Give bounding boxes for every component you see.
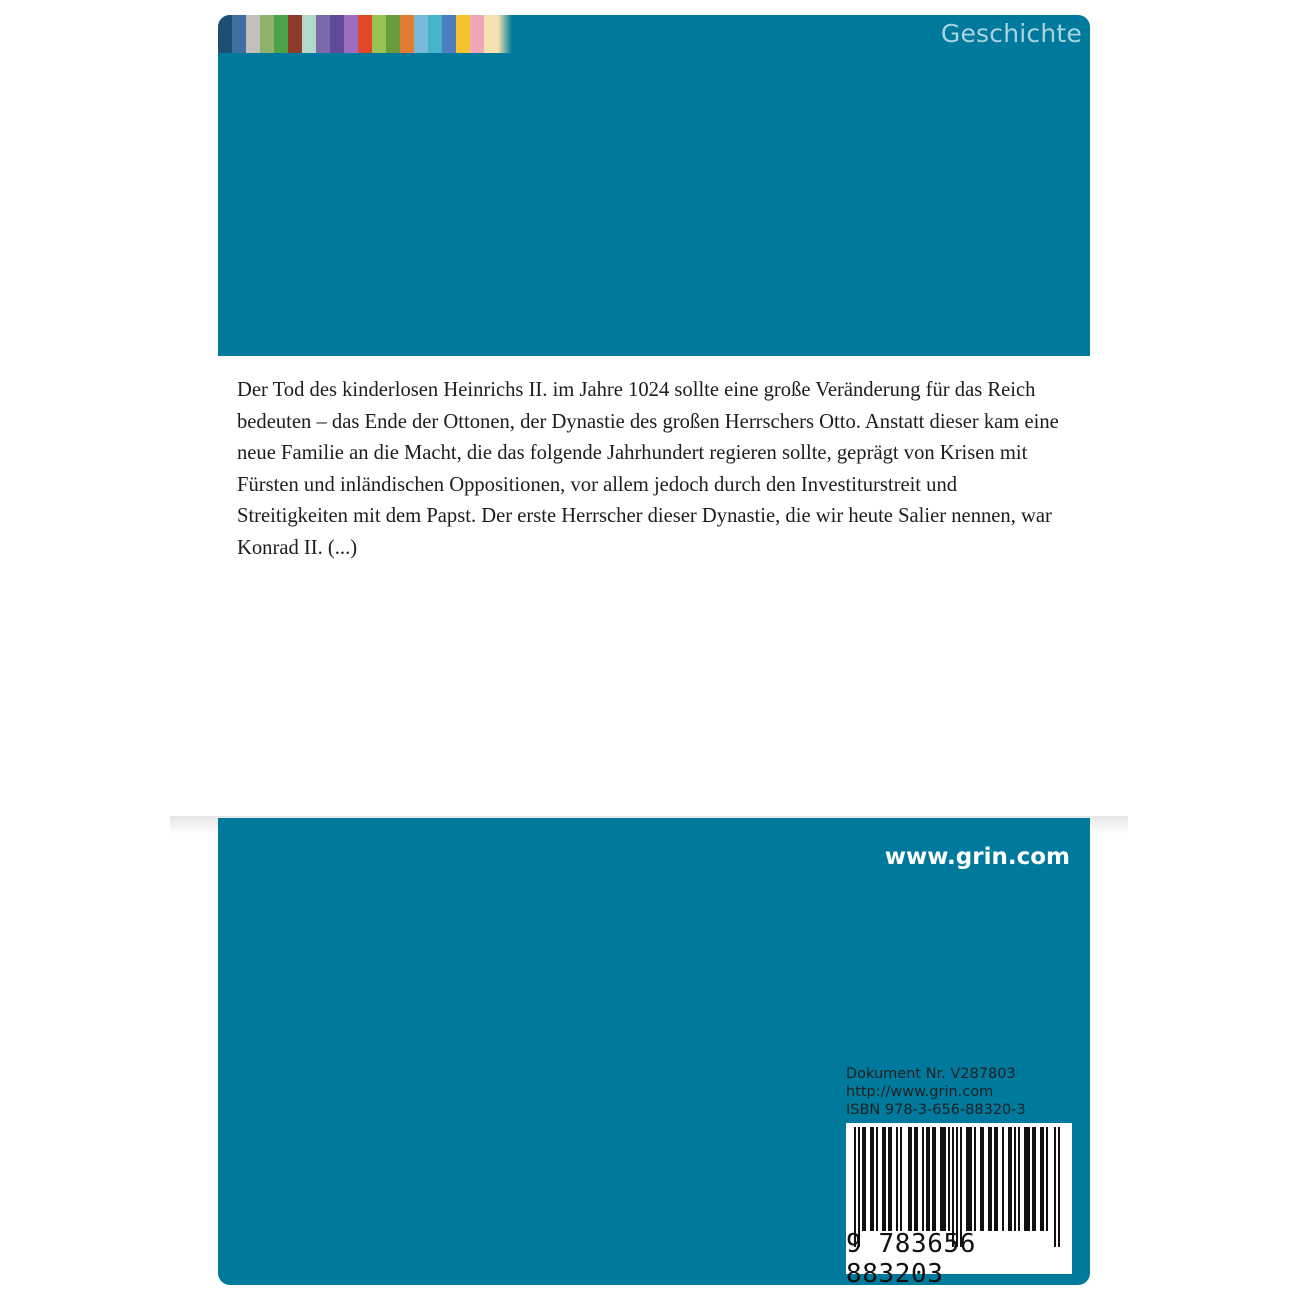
barcode-bar [862, 1127, 864, 1231]
barcode-bar [888, 1127, 890, 1231]
color-stripe [232, 15, 246, 53]
barcode-bar [968, 1127, 970, 1231]
color-stripe [414, 15, 428, 53]
document-info [846, 1065, 1026, 1119]
barcode-bar [1032, 1127, 1034, 1231]
barcode-bar [1034, 1127, 1036, 1231]
barcode-bar [948, 1127, 950, 1231]
barcode-bar [928, 1127, 930, 1231]
barcode-bar [994, 1127, 996, 1231]
barcode-bar [1002, 1127, 1004, 1231]
category-label: Geschichte [940, 19, 1082, 48]
color-stripe [358, 15, 372, 53]
cover-bottom-panel [218, 818, 1090, 1285]
barcode-bar [882, 1127, 884, 1231]
barcode-bar [1008, 1127, 1010, 1231]
barcode-bar [864, 1127, 866, 1231]
barcode-bar [914, 1127, 916, 1231]
barcode-bar [872, 1127, 874, 1231]
color-stripe [484, 15, 498, 53]
website-label: www.grin.com [884, 844, 1070, 870]
cover-top-panel [218, 15, 1090, 356]
barcode-bar [1026, 1127, 1028, 1231]
color-stripe [428, 15, 442, 53]
barcode-bar [1042, 1127, 1044, 1231]
barcode-bar [910, 1127, 912, 1231]
barcode-digits: 9 783656 883203 [846, 1229, 977, 1285]
barcode-bar [1014, 1127, 1016, 1231]
color-stripe [218, 15, 232, 53]
barcode-bar [990, 1127, 992, 1231]
barcode-bar [900, 1127, 902, 1231]
barcode-bar [876, 1127, 878, 1231]
barcode-bar [996, 1127, 998, 1231]
barcode-bar [896, 1127, 898, 1231]
barcode-bar [1040, 1127, 1042, 1231]
barcode-bar [932, 1127, 934, 1231]
color-stripe [288, 15, 302, 53]
barcode-bar [1018, 1127, 1020, 1231]
color-stripe [246, 15, 260, 53]
color-stripe [386, 15, 400, 53]
barcode-bar [940, 1127, 942, 1231]
barcode-bar [1028, 1127, 1030, 1231]
color-stripe [260, 15, 274, 53]
barcode-bar [982, 1127, 984, 1231]
color-stripe [372, 15, 386, 53]
document-number: Dokument Nr. V287803 [846, 1066, 1016, 1082]
barcode-bar [922, 1127, 924, 1231]
color-stripe [302, 15, 316, 53]
color-stripe [330, 15, 344, 53]
color-stripe [442, 15, 456, 53]
barcode-bar [966, 1127, 968, 1231]
barcode-bar [942, 1127, 944, 1231]
barcode-bar [934, 1127, 936, 1231]
blurb-text: Der Tod des kinderlosen Heinrichs II. im Jahre 1024 sollte eine große Veränderung für das Reich bedeuten – das Ende der Ottonen, der Dynastie des großen Herrschers Otto. Anstatt dieser kam eine neue Familie an die Macht, die das folgende Jahrhundert regieren sollte, geprägt von Krisen mit Fürsten und inländischen Oppositionen, vor allem jedoch durch den Investiturstreit und Streitigkeiten mit dem Papst. Der erste Herrscher dieser Dynastie, die wir heute Salier nennen, war Konrad II. (...) [237, 379, 1059, 559]
barcode-bar [1024, 1127, 1026, 1231]
barcode-bar [970, 1127, 972, 1231]
color-stripe [344, 15, 358, 53]
barcode-bar [884, 1127, 886, 1231]
isbn-label: ISBN 978-3-656-88320-3 [846, 1102, 1026, 1118]
barcode-bar [1046, 1127, 1048, 1231]
color-stripe [470, 15, 484, 53]
color-stripes [218, 15, 512, 53]
color-stripe [316, 15, 330, 53]
barcode-bar [1010, 1127, 1012, 1231]
barcode [846, 1123, 1072, 1285]
barcode-bar [916, 1127, 918, 1231]
color-stripe [274, 15, 288, 53]
barcode-bar [988, 1127, 990, 1231]
barcode-bar [870, 1127, 872, 1231]
color-stripe [400, 15, 414, 53]
barcode-bar [890, 1127, 892, 1231]
stripe-fade [498, 15, 512, 53]
barcode-bar [974, 1127, 976, 1231]
barcode-bar [944, 1127, 946, 1231]
document-url: http://www.grin.com [846, 1084, 994, 1100]
barcode-bar [926, 1127, 928, 1231]
color-stripe [456, 15, 470, 53]
barcode-bar [908, 1127, 910, 1231]
barcode-bar [980, 1127, 982, 1231]
